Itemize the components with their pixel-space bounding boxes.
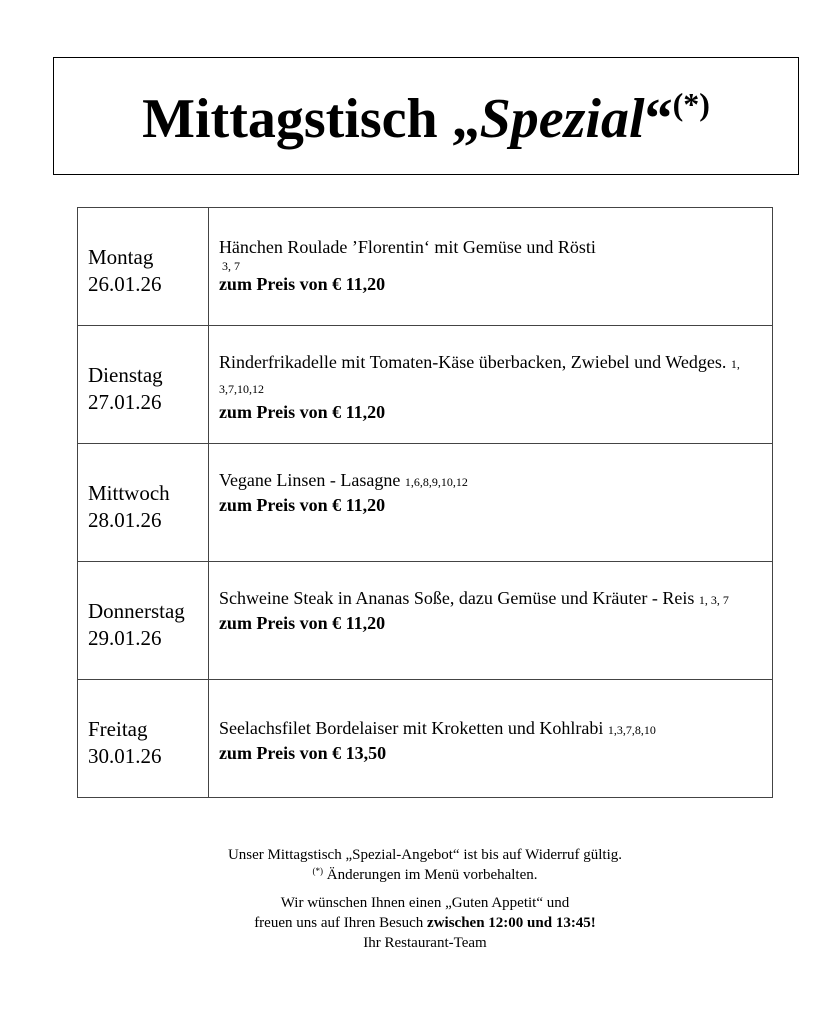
- dish-name: Vegane Linsen - Lasagne: [218, 470, 401, 490]
- title-special: Spezial: [479, 88, 645, 150]
- dish-name: Seelachsfilet Bordelaiser mit Kroketten und Kohlrabi: [218, 718, 604, 738]
- change-note-text: Änderungen im Menü vorbehalten.: [322, 867, 538, 883]
- day-name: Freitag: [88, 717, 148, 741]
- table-row: [78, 326, 773, 444]
- dish-allergens: 1, 3, 7: [698, 593, 729, 607]
- dish-price: zum Preis von € 13,50: [218, 743, 387, 763]
- dish-name: Schweine Steak in Ananas Soße, dazu Gemüse und Kräuter - Reis: [218, 588, 695, 608]
- table-row: [78, 680, 773, 798]
- dish-cell: [208, 326, 772, 444]
- day-name: Montag: [88, 245, 154, 269]
- title-main: Mittagstisch: [142, 88, 452, 150]
- dish-allergens: 1,6,8,9,10,12: [404, 475, 468, 489]
- wish-text: Wir wünschen Ihnen einen „Guten Appetit“ und: [280, 895, 570, 911]
- menu-table: [77, 207, 773, 798]
- dish-name: Hänchen Roulade ’Florentin‘ mit Gemüse und Rösti: [218, 237, 596, 257]
- visit-prefix: freuen uns auf Ihren Besuch: [254, 915, 428, 931]
- day-date: 30.01.26: [88, 744, 162, 768]
- day-date: 26.01.26: [88, 272, 162, 296]
- dish-price: zum Preis von € 11,20: [218, 274, 386, 294]
- title-marker: (*): [672, 86, 710, 122]
- dish-allergens: 1, 3,7,10,12: [218, 357, 740, 396]
- day-cell: [78, 562, 209, 680]
- title-box: [53, 57, 799, 175]
- dish-price: zum Preis von € 11,20: [218, 495, 386, 515]
- visit-line: [0, 913, 836, 933]
- visit-time: zwischen 12:00 und 13:45!: [427, 915, 596, 931]
- day-date: 28.01.26: [88, 508, 162, 532]
- day-cell: [78, 326, 209, 444]
- dish-price: zum Preis von € 11,20: [218, 402, 386, 422]
- dish-allergens: 1,3,7,8,10: [607, 723, 656, 737]
- footer: [0, 845, 836, 953]
- day-cell: [78, 444, 209, 562]
- day-name: Donnerstag: [88, 599, 185, 623]
- dish-cell: [208, 444, 772, 562]
- day-date: 27.01.26: [88, 390, 162, 414]
- table-row: [78, 444, 773, 562]
- dish-allergens: 3, 7: [221, 259, 240, 273]
- dish-cell: [208, 562, 772, 680]
- day-date: 29.01.26: [88, 626, 162, 650]
- day-cell: [78, 680, 209, 798]
- title-close-quote: “: [644, 88, 673, 150]
- dish-cell: [208, 680, 772, 798]
- day-cell: [78, 208, 209, 326]
- table-row: [78, 208, 773, 326]
- dish-price: zum Preis von € 11,20: [218, 613, 386, 633]
- title-open-quote: „: [451, 88, 480, 150]
- signature: Ihr Restaurant-Team: [363, 935, 487, 951]
- change-note-marker: (*): [312, 866, 323, 876]
- page-title: [142, 86, 710, 150]
- table-row: [78, 562, 773, 680]
- change-note: [0, 865, 836, 885]
- dish-cell: [208, 208, 772, 326]
- day-name: Dienstag: [88, 363, 163, 387]
- validity-text: Unser Mittagstisch „Spezial-Angebot“ ist bis auf Widerruf gültig.: [227, 847, 623, 863]
- day-name: Mittwoch: [88, 481, 170, 505]
- dish-name: Rinderfrikadelle mit Tomaten-Käse überbacken, Zwiebel und Wedges.: [218, 352, 727, 372]
